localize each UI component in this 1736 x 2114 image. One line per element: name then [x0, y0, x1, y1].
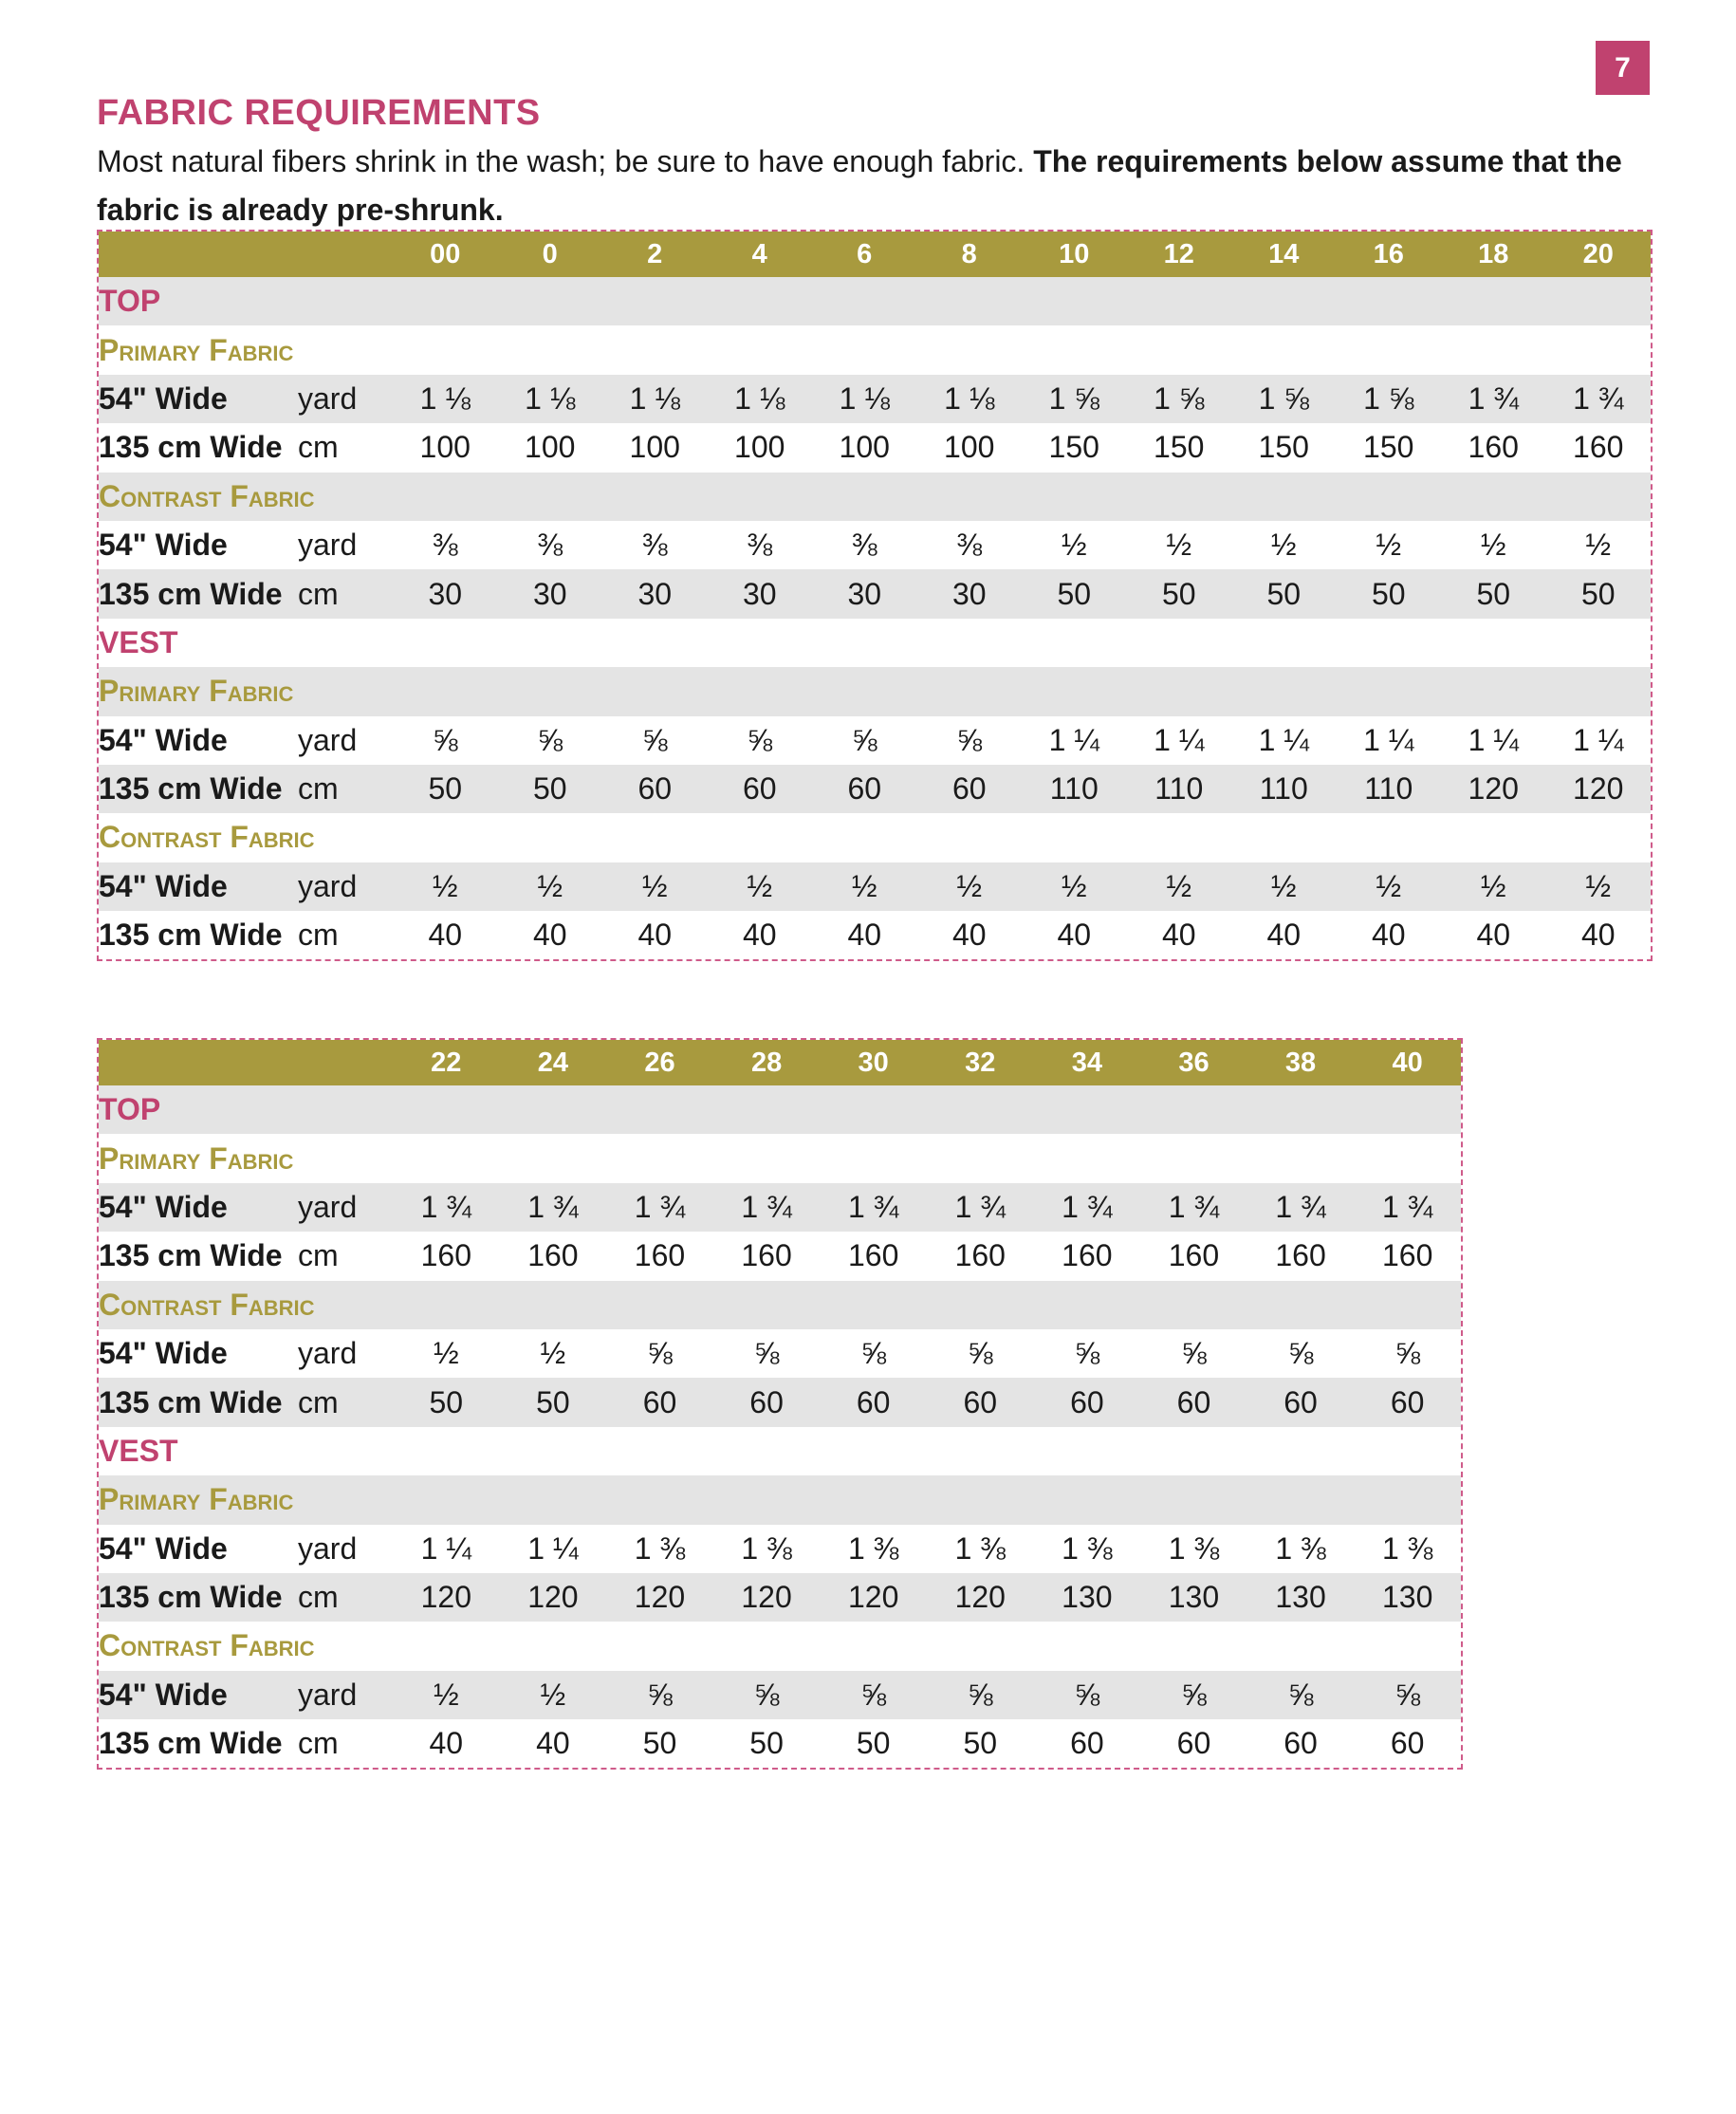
table-cell: 1 ¼	[1337, 716, 1442, 765]
table-cell: 160	[1546, 423, 1652, 472]
table-cell: 60	[1354, 1378, 1461, 1426]
table-cell: 1 ¼	[1127, 716, 1232, 765]
table-cell: ½	[1022, 862, 1127, 911]
table-row	[99, 1719, 1461, 1768]
table-cell: ⅝	[606, 1671, 713, 1719]
row-unit: cm	[298, 1719, 393, 1768]
page-number: 7	[1596, 41, 1650, 95]
row-unit: cm	[298, 1232, 393, 1280]
table-cell: 120	[1441, 765, 1546, 813]
table-cell: 1 ⅝	[1231, 375, 1337, 423]
table-cell: ⅝	[927, 1329, 1034, 1378]
table-row	[99, 1671, 1461, 1719]
table-cell: 1 ¼	[1546, 716, 1652, 765]
size-header: 4	[708, 232, 813, 277]
row-label: 135 cm Wide	[99, 911, 298, 959]
table-cell: 130	[1354, 1573, 1461, 1622]
row-label: 54" Wide	[99, 1671, 298, 1719]
table-cell: 150	[1022, 423, 1127, 472]
size-header-row	[99, 232, 1651, 277]
table-cell: 1 ⅜	[927, 1525, 1034, 1573]
table-row	[99, 569, 1651, 618]
table-cell: 60	[1034, 1378, 1141, 1426]
table-cell: 60	[606, 1378, 713, 1426]
intro-paragraph	[97, 138, 1653, 234]
table-cell: 50	[927, 1719, 1034, 1768]
table-cell: ½	[1127, 521, 1232, 569]
table-cell: 60	[1034, 1719, 1141, 1768]
intro-emphasis: The requirements below assume that the fabric is already pre-shrunk.	[97, 144, 1622, 227]
table-cell: 1 ¾	[713, 1183, 821, 1232]
table-cell: 60	[1140, 1378, 1247, 1426]
table-cell: 1 ¼	[393, 1525, 500, 1573]
table-cell: 120	[927, 1573, 1034, 1622]
table-cell: 1 ¾	[606, 1183, 713, 1232]
size-header: 16	[1337, 232, 1442, 277]
table-cell: 50	[1022, 569, 1127, 618]
table-row	[99, 1329, 1461, 1378]
table-cell: 1 ¾	[393, 1183, 500, 1232]
table-row	[99, 1183, 1461, 1232]
table-cell: 40	[393, 1719, 500, 1768]
size-header: 0	[498, 232, 603, 277]
table-cell: 50	[498, 765, 603, 813]
size-header: 20	[1546, 232, 1652, 277]
table-cell: ½	[1231, 862, 1337, 911]
table-cell: 30	[393, 569, 498, 618]
table-cell: 1 ⅜	[1140, 1525, 1247, 1573]
size-header: 2	[602, 232, 708, 277]
row-label: 135 cm Wide	[99, 423, 298, 472]
size-header: 12	[1127, 232, 1232, 277]
table-cell: 30	[917, 569, 1023, 618]
table-cell: ½	[917, 862, 1023, 911]
intro-text: Most natural fibers shrink in the wash; be sure to have enough fabric.	[97, 144, 1034, 178]
size-header: 22	[393, 1040, 500, 1085]
table-cell: ⅜	[498, 521, 603, 569]
table-cell: 160	[1354, 1232, 1461, 1280]
table-cell: 1 ¾	[1354, 1183, 1461, 1232]
table-row	[99, 423, 1651, 472]
garment-name: TOP	[99, 277, 1651, 325]
table-cell: 160	[713, 1232, 821, 1280]
table-cell: 60	[602, 765, 708, 813]
row-unit: cm	[298, 423, 393, 472]
table-cell: 120	[500, 1573, 607, 1622]
size-header: 36	[1140, 1040, 1247, 1085]
table-cell: 30	[498, 569, 603, 618]
fabric-requirements-table	[99, 232, 1651, 959]
size-header: 26	[606, 1040, 713, 1085]
table-cell: 60	[1247, 1378, 1355, 1426]
table-cell: 130	[1034, 1573, 1141, 1622]
header-blank	[99, 1040, 393, 1085]
fabric-name: Contrast Fabric	[99, 473, 1651, 521]
table-cell: 120	[820, 1573, 927, 1622]
garment-name: TOP	[99, 1085, 1461, 1134]
table-cell: 1 ⅛	[602, 375, 708, 423]
size-header: 8	[917, 232, 1023, 277]
table-cell: 1 ⅜	[820, 1525, 927, 1573]
size-table-2	[97, 1038, 1463, 1770]
table-cell: ½	[602, 862, 708, 911]
table-cell: ⅝	[1354, 1329, 1461, 1378]
table-cell: 160	[500, 1232, 607, 1280]
row-label: 135 cm Wide	[99, 765, 298, 813]
size-table-1	[97, 230, 1653, 961]
table-cell: 40	[708, 911, 813, 959]
table-cell: 50	[393, 765, 498, 813]
table-cell: ⅜	[812, 521, 917, 569]
table-cell: ⅝	[917, 716, 1023, 765]
table-cell: 120	[1546, 765, 1652, 813]
table-cell: 1 ¾	[1546, 375, 1652, 423]
row-unit: cm	[298, 1378, 393, 1426]
table-cell: ⅜	[393, 521, 498, 569]
table-cell: 1 ⅛	[708, 375, 813, 423]
table-cell: 60	[917, 765, 1023, 813]
row-label: 135 cm Wide	[99, 1378, 298, 1426]
table-cell: 160	[820, 1232, 927, 1280]
row-unit: yard	[298, 1671, 393, 1719]
table-cell: 40	[1127, 911, 1232, 959]
table-cell: 100	[708, 423, 813, 472]
table-cell: 1 ⅜	[1034, 1525, 1141, 1573]
row-label: 54" Wide	[99, 1525, 298, 1573]
fabric-row	[99, 1622, 1461, 1670]
row-unit: yard	[298, 521, 393, 569]
garment-name: VEST	[99, 1427, 1461, 1475]
row-label: 54" Wide	[99, 1183, 298, 1232]
row-unit: yard	[298, 862, 393, 911]
table-cell: 160	[1247, 1232, 1355, 1280]
table-cell: 40	[393, 911, 498, 959]
fabric-row	[99, 813, 1651, 862]
table-cell: ⅝	[927, 1671, 1034, 1719]
fabric-name: Primary Fabric	[99, 667, 1651, 715]
table-cell: ½	[1546, 521, 1652, 569]
fabric-row	[99, 1134, 1461, 1182]
table-cell: 40	[1441, 911, 1546, 959]
table-cell: ⅝	[602, 716, 708, 765]
table-cell: ⅜	[602, 521, 708, 569]
table-cell: ⅝	[820, 1671, 927, 1719]
table-cell: ½	[1441, 521, 1546, 569]
table-cell: 1 ⅝	[1022, 375, 1127, 423]
table-cell: 1 ¾	[1441, 375, 1546, 423]
size-header: 10	[1022, 232, 1127, 277]
table-cell: 60	[1140, 1719, 1247, 1768]
row-label: 54" Wide	[99, 521, 298, 569]
table-cell: 50	[500, 1378, 607, 1426]
table-cell: 160	[927, 1232, 1034, 1280]
size-header: 40	[1354, 1040, 1461, 1085]
fabric-row	[99, 1281, 1461, 1329]
table-row	[99, 716, 1651, 765]
table-cell: 40	[812, 911, 917, 959]
table-cell: 100	[812, 423, 917, 472]
size-header: 28	[713, 1040, 821, 1085]
garment-row	[99, 1427, 1461, 1475]
table-cell: 40	[1546, 911, 1652, 959]
table-cell: ½	[393, 1671, 500, 1719]
table-cell: 60	[708, 765, 813, 813]
size-header: 32	[927, 1040, 1034, 1085]
size-header: 24	[500, 1040, 607, 1085]
table-cell: 50	[713, 1719, 821, 1768]
table-cell: 40	[498, 911, 603, 959]
table-cell: 160	[393, 1232, 500, 1280]
table-cell: 30	[812, 569, 917, 618]
garment-name: VEST	[99, 619, 1651, 667]
fabric-row	[99, 473, 1651, 521]
table-cell: 50	[1231, 569, 1337, 618]
table-row	[99, 1525, 1461, 1573]
size-header: 38	[1247, 1040, 1355, 1085]
table-cell: 150	[1127, 423, 1232, 472]
table-cell: 1 ¾	[927, 1183, 1034, 1232]
table-cell: 50	[1337, 569, 1442, 618]
table-cell: ½	[498, 862, 603, 911]
table-cell: 1 ¾	[1034, 1183, 1141, 1232]
table-cell: 1 ⅝	[1127, 375, 1232, 423]
table-cell: 1 ⅜	[606, 1525, 713, 1573]
row-label: 135 cm Wide	[99, 1719, 298, 1768]
table-cell: 1 ⅛	[812, 375, 917, 423]
table-cell: 40	[602, 911, 708, 959]
garment-row	[99, 1085, 1461, 1134]
table-cell: 1 ¼	[1022, 716, 1127, 765]
table-cell: 50	[1441, 569, 1546, 618]
table-row	[99, 1232, 1461, 1280]
row-unit: cm	[298, 765, 393, 813]
row-unit: yard	[298, 1329, 393, 1378]
table-cell: 160	[1441, 423, 1546, 472]
table-cell: ½	[393, 862, 498, 911]
table-cell: 100	[602, 423, 708, 472]
table-cell: 60	[1354, 1719, 1461, 1768]
fabric-name: Primary Fabric	[99, 1475, 1461, 1524]
table-cell: 1 ¾	[820, 1183, 927, 1232]
row-unit: cm	[298, 569, 393, 618]
table-cell: 60	[927, 1378, 1034, 1426]
table-cell: ⅝	[606, 1329, 713, 1378]
table-cell: ⅝	[1140, 1329, 1247, 1378]
table-cell: 60	[812, 765, 917, 813]
table-cell: 160	[1034, 1232, 1141, 1280]
table-cell: 100	[498, 423, 603, 472]
size-header: 14	[1231, 232, 1337, 277]
table-cell: ½	[1022, 521, 1127, 569]
table-row	[99, 911, 1651, 959]
size-header: 6	[812, 232, 917, 277]
size-header: 18	[1441, 232, 1546, 277]
table-cell: 1 ¾	[1140, 1183, 1247, 1232]
table-cell: 100	[917, 423, 1023, 472]
size-header-row	[99, 1040, 1461, 1085]
table-row	[99, 521, 1651, 569]
fabric-name: Primary Fabric	[99, 325, 1651, 374]
table-row	[99, 765, 1651, 813]
table-cell: ½	[1127, 862, 1232, 911]
table-cell: ⅝	[1140, 1671, 1247, 1719]
row-label: 54" Wide	[99, 716, 298, 765]
table-cell: 150	[1231, 423, 1337, 472]
row-label: 135 cm Wide	[99, 569, 298, 618]
table-cell: 1 ⅝	[1337, 375, 1442, 423]
row-unit: yard	[298, 375, 393, 423]
fabric-row	[99, 1475, 1461, 1524]
table-cell: 110	[1231, 765, 1337, 813]
table-row	[99, 1573, 1461, 1622]
table-cell: 1 ⅛	[498, 375, 603, 423]
header-blank	[99, 232, 393, 277]
table-cell: ½	[393, 1329, 500, 1378]
table-cell: ½	[500, 1329, 607, 1378]
table-cell: ½	[708, 862, 813, 911]
table-row	[99, 862, 1651, 911]
row-unit: cm	[298, 1573, 393, 1622]
table-cell: 1 ⅛	[393, 375, 498, 423]
table-cell: 40	[917, 911, 1023, 959]
fabric-name: Primary Fabric	[99, 1134, 1461, 1182]
table-cell: 110	[1127, 765, 1232, 813]
table-cell: 50	[606, 1719, 713, 1768]
size-header: 34	[1034, 1040, 1141, 1085]
table-cell: 1 ¼	[500, 1525, 607, 1573]
table-cell: 160	[606, 1232, 713, 1280]
row-unit: cm	[298, 911, 393, 959]
table-cell: ⅝	[1034, 1329, 1141, 1378]
table-cell: 100	[393, 423, 498, 472]
table-cell: 110	[1337, 765, 1442, 813]
table-cell: 60	[713, 1378, 821, 1426]
table-cell: ⅝	[1354, 1671, 1461, 1719]
table-cell: 110	[1022, 765, 1127, 813]
table-cell: 40	[1022, 911, 1127, 959]
row-unit: yard	[298, 716, 393, 765]
table-cell: 1 ⅜	[1354, 1525, 1461, 1573]
table-cell: ⅝	[1034, 1671, 1141, 1719]
table-cell: 150	[1337, 423, 1442, 472]
table-cell: 1 ¾	[1247, 1183, 1355, 1232]
row-label: 54" Wide	[99, 1329, 298, 1378]
fabric-name: Contrast Fabric	[99, 1281, 1461, 1329]
row-label: 54" Wide	[99, 862, 298, 911]
table-cell: ⅝	[708, 716, 813, 765]
table-cell: 40	[1231, 911, 1337, 959]
table-cell: ⅝	[1247, 1329, 1355, 1378]
table-cell: 50	[1546, 569, 1652, 618]
table-cell: 30	[708, 569, 813, 618]
table-cell: 160	[1140, 1232, 1247, 1280]
table-cell: 60	[1247, 1719, 1355, 1768]
fabric-row	[99, 667, 1651, 715]
table-row	[99, 375, 1651, 423]
table-cell: ½	[1337, 862, 1442, 911]
table-cell: 120	[393, 1573, 500, 1622]
table-cell: 50	[820, 1719, 927, 1768]
table-cell: 50	[393, 1378, 500, 1426]
page-title: FABRIC REQUIREMENTS	[97, 93, 541, 133]
size-header: 30	[820, 1040, 927, 1085]
table-cell: 50	[1127, 569, 1232, 618]
table-cell: ⅝	[393, 716, 498, 765]
table-cell: 30	[602, 569, 708, 618]
table-cell: ⅜	[708, 521, 813, 569]
table-cell: 120	[713, 1573, 821, 1622]
fabric-requirements-table	[99, 1040, 1461, 1768]
table-cell: 1 ⅜	[1247, 1525, 1355, 1573]
table-cell: ⅝	[1247, 1671, 1355, 1719]
fabric-name: Contrast Fabric	[99, 1622, 1461, 1670]
size-header: 00	[393, 232, 498, 277]
table-cell: ½	[1441, 862, 1546, 911]
row-unit: yard	[298, 1183, 393, 1232]
table-row	[99, 1378, 1461, 1426]
garment-row	[99, 619, 1651, 667]
fabric-name: Contrast Fabric	[99, 813, 1651, 862]
table-cell: 120	[606, 1573, 713, 1622]
table-cell: 1 ⅛	[917, 375, 1023, 423]
table-cell: 1 ⅜	[713, 1525, 821, 1573]
table-cell: ⅜	[917, 521, 1023, 569]
table-cell: ½	[1231, 521, 1337, 569]
fabric-row	[99, 325, 1651, 374]
table-cell: ½	[500, 1671, 607, 1719]
table-cell: 40	[500, 1719, 607, 1768]
table-cell: ½	[812, 862, 917, 911]
table-cell: ⅝	[713, 1329, 821, 1378]
table-cell: 130	[1140, 1573, 1247, 1622]
table-cell: 1 ¼	[1231, 716, 1337, 765]
row-unit: yard	[298, 1525, 393, 1573]
table-cell: ⅝	[820, 1329, 927, 1378]
table-cell: ½	[1337, 521, 1442, 569]
row-label: 135 cm Wide	[99, 1573, 298, 1622]
table-cell: ⅝	[812, 716, 917, 765]
table-cell: 130	[1247, 1573, 1355, 1622]
row-label: 135 cm Wide	[99, 1232, 298, 1280]
table-cell: 1 ¾	[500, 1183, 607, 1232]
table-cell: ⅝	[498, 716, 603, 765]
table-cell: 1 ¼	[1441, 716, 1546, 765]
table-cell: ½	[1546, 862, 1652, 911]
table-cell: ⅝	[713, 1671, 821, 1719]
table-cell: 40	[1337, 911, 1442, 959]
garment-row	[99, 277, 1651, 325]
table-cell: 60	[820, 1378, 927, 1426]
row-label: 54" Wide	[99, 375, 298, 423]
